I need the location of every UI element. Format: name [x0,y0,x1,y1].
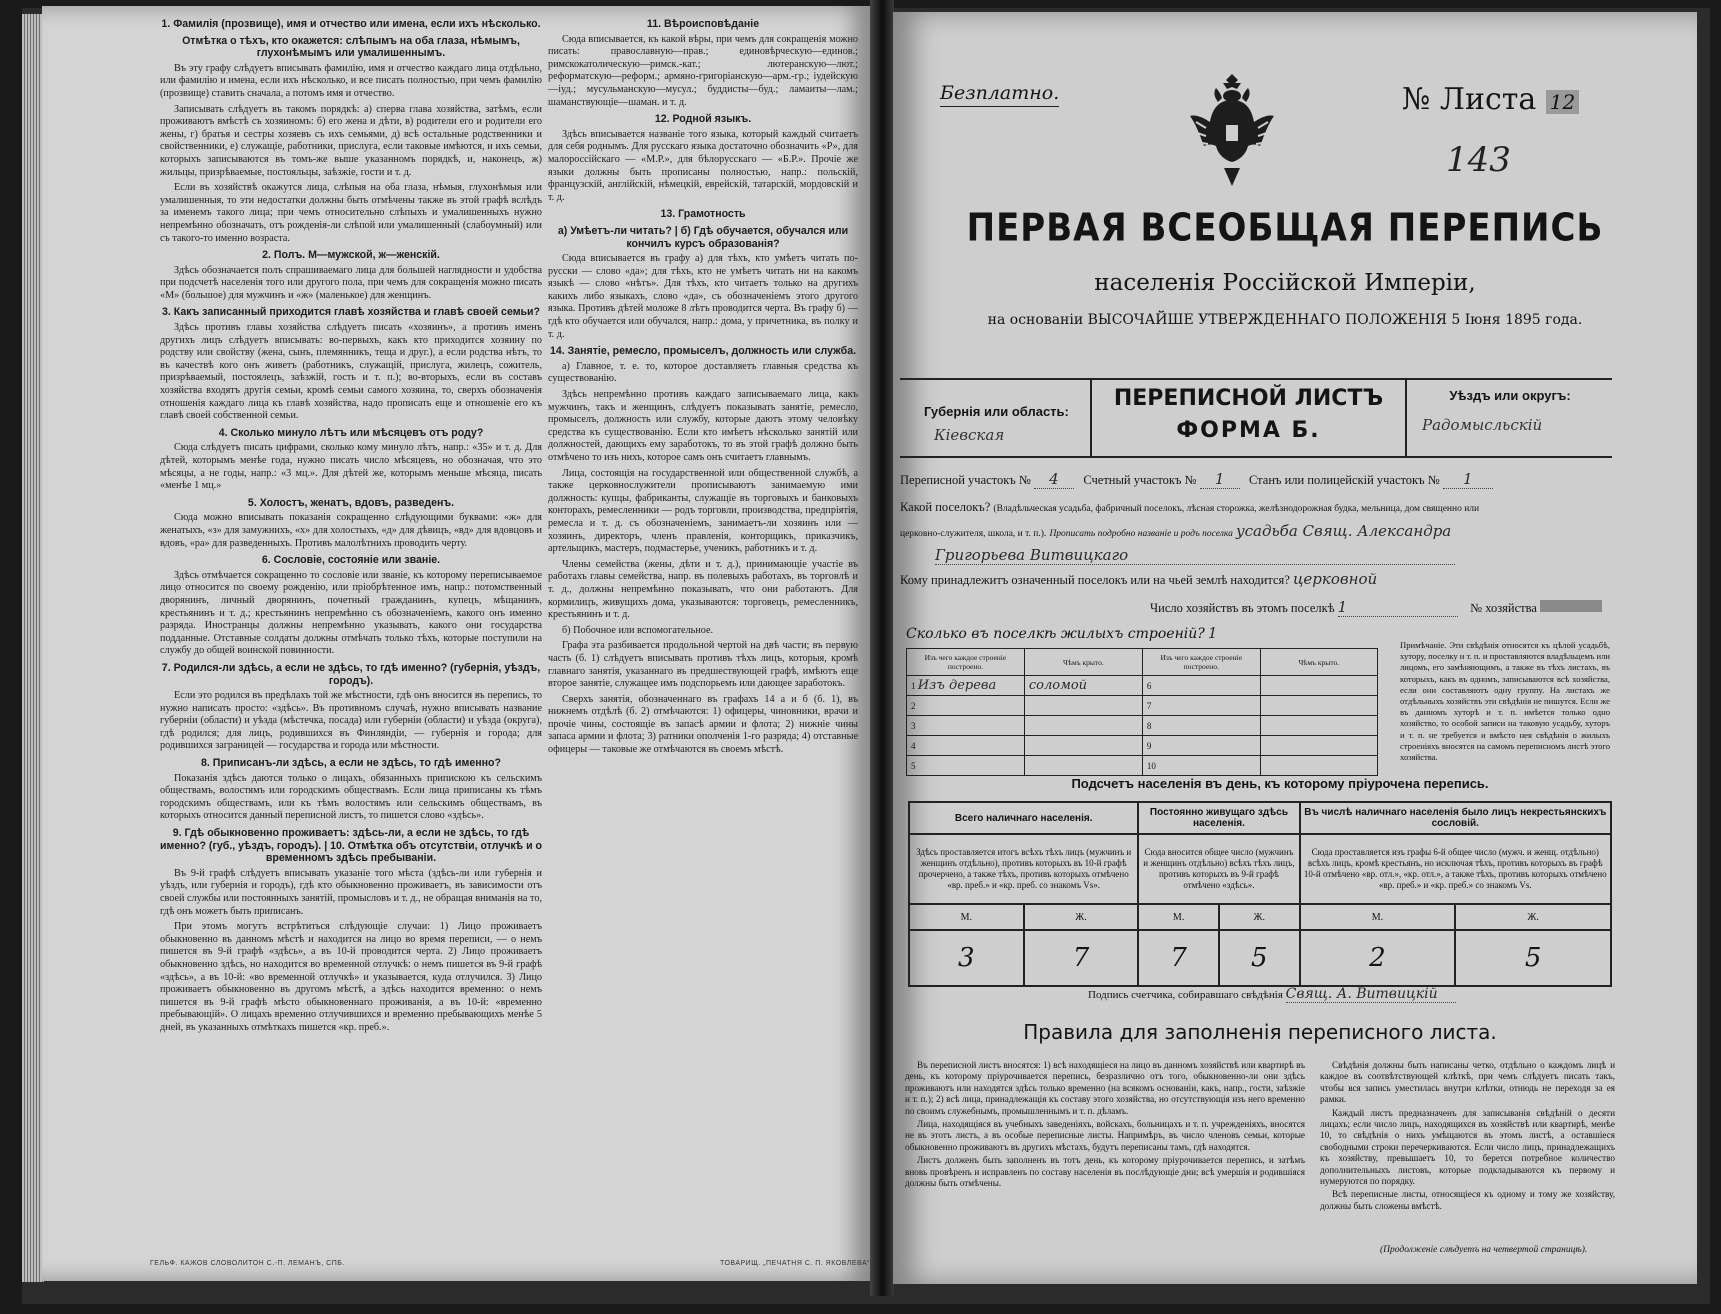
rules-paragraph: Каждый листъ предназначенъ для записыванія свѣдѣній о десяти лицахъ; если число лицъ, находящихся въ хозяйствѣ или квартирѣ, менѣе 10, то свѣдѣнія о нихъ умѣщаются въ этомъ листѣ, а оставшіеся свободными строки перечеркиваются. Если число лицъ, принадлежащихъ къ хозяйству, превышаетъ 10, то берется потребное количество дополнительныхъ листовъ, которые подкладываются къ первому и нумеруются по порядку. [1320,1107,1615,1187]
instructions-column-b [548,14,858,760]
section-heading: 11. Вѣроисповѣданіе [646,18,760,30]
paragraph: Графа эта разбивается продольной чертой на двѣ части; въ первую часть (б. 1) слѣдуетъ вписывать противъ тѣхъ лицъ, которыя, кромѣ главнаго занятія, указаннаго въ предшествующей графѣ, имѣютъ еще второе занятіе, служащее имъ подспорьемъ или дающее заработокъ. [548,640,858,690]
imperial-eagle-emblem [1188,72,1276,190]
imprint-right: ТОВАРИЩ. „ПЕЧАТНЯ С. П. ЯКОВЛЕВА“ [720,1260,870,1267]
section-heading: 12. Родной языкъ. [654,113,752,126]
paragraph: Здѣсь вписывается названіе того языка, который каждый считаетъ для себя роднымъ. Для русскаго языка достаточно обозначить «Р», для малороссійскаго — «М.Р.», для бѣлорусскаго — «Б.Р.». Прочіе же языки должны быть прописаны полностью, напр.: польскій, французскій, англійскій, нѣмецкій, еврейскій, татарскій, мордовскій и т. д. [548,128,858,203]
total-male: 3 [909,930,1024,986]
form-header-box [900,378,1612,458]
buildings-value: 1 [1207,624,1218,642]
paragraph: Сюда вписывается, къ какой вѣры, при чемъ для сокращенія можно писать: православную—прав.; единовѣрческую—единов.; римскокатолическую—римск.-кат.; лютеранскую—лют.; реформатскую—реформ.; армяно-григоріанскую—арм.-гр.; іудейскую—іуд.; мусульманскую—мусул.; буддисты—буд.; ламаиты—лам.; шаманствующіе—шаман. и т. д. [548,33,858,108]
buildings-table: Изъ чего каждое строеніе построено. Чѣмъ крыто. Изъ чего каждое строеніе построено. Чѣмъ крыто. 1 Изъ дерева соломой 6 2 7 3 8 4 9 5 10 [906,648,1378,776]
section-heading: 2. Полъ. М—мужской, ж—женскій. [262,249,440,262]
rules-paragraph: Лица, находящіяся въ учебныхъ заведеніяхъ, войскахъ, больницахъ и т. п. учрежденіяхъ, вносятся не въ этотъ листъ, а въ особые переписные листы. Напримѣръ, въ число членовъ семьи, которые обыкновенно проживаютъ въ другихъ мѣстахъ, будутъ переписаны тамъ, гдѣ находятся. [905,1119,1305,1152]
section-heading: 14. Занятіе, ремесло, промыселъ, должность или служба. [549,345,857,358]
rules-paragraph: Свѣдѣнія должны быть написаны четко, отдѣльно о каждомъ лицѣ и каждое въ соотвѣтствующей клѣткѣ, при чемъ слѣдуетъ писать такъ, чтобы вся запись уместилась внутри клѣтки, отнюдь не переходя за ея рамки. [1320,1060,1615,1105]
section-heading: 6. Сословіе, состояніе или званіе. [261,554,441,567]
paragraph: Если это родился въ предѣлахъ той же мѣстности, гдѣ онъ вносится въ перепись, то нужно написать просто: «здѣсь». Въ противномъ случаѣ, нужно вписывать название губерніи (области) и уѣзда (мѣстечка, посада) или губерніи (области) и уѣзда (округа), гдѣ родился; для лицъ, родившихся въ Финляндіи, — губернія и города; для родившихся заграницей — государства и города или мѣстности. [160,690,542,752]
sheet-number: 12 [1546,90,1579,114]
settlement-value-2: Григорьева Витвицкаго [935,546,1455,565]
rules-column-b [1320,1060,1615,1214]
total-female: 7 [1024,930,1139,986]
handwritten-page-number: 143 [1446,140,1511,180]
section-heading: 5. Холостъ, женатъ, вдовъ, разведенъ. [247,496,455,509]
section-heading: 3. Какъ записанный приходится главѣ хозяйства и главѣ своей семьи? [161,306,541,319]
paragraph: Лица, состоящія на государственной или общественной службѣ, а также церковнослужители прописываютъ занимаемую ими должность: купцы, фабриканты, служащіе въ торговыхъ и банковыхъ конторахъ, ремесленники — родъ торговли, производства, предпріятія, ремесла и т. д. съ обозначеніемъ, занимаетъ-ли хозяинъ или — хозяинъ, директоръ, членъ правленія, конторщикъ, приказчикъ, артельщикъ, мастеръ, подмастерье, ученикъ, работникъ и т. д. [548,467,858,555]
census-decree-line: на основаніи ВЫСОЧАЙШЕ УТВЕРЖДЕННАГО ПОЛОЖЕНІЯ 5 Іюня 1895 года. [987,312,1583,328]
districts-line: Переписной участокъ № 4 Счетный участокъ № 1 Станъ или полицейскій участокъ № 1 [900,470,1493,489]
paragraph: Здѣсь непремѣнно противъ каждаго записываемаго лица, какъ мужчинъ, такъ и женщинъ, слѣдуетъ показывать занятіе, ремесло, промыселъ, должность или службу, которые даютъ этому человѣку средства къ существованію. Если кто имѣетъ нѣсколько занятій или должностей, дающихъ ему заработокъ, то въ этой графѣ должно быть отмѣчено то изъ нихъ, которое самъ онъ считаетъ главнымъ. [548,389,858,463]
settlement-value-1: усадьба Свящ. Александра [1235,522,1452,540]
section-heading: 9. Гдѣ обыкновенно проживаетъ: здѣсь-ли, а если не здѣсь, то гдѣ именно? (губ., уѣздъ, городъ). | 10. Отмѣтка объ отсутствіи, отлучкѣ и о временномъ здѣсь пребываніи. [160,827,542,865]
table-row: 2 7 [907,696,1378,716]
count-area-value: 1 [1200,470,1240,489]
paragraph: Сюда слѣдуетъ писать цифрами, сколько кому минуло лѣтъ, напр.: «35» и т. д. Для дѣтей, которымъ менѣе года, нужно писать число мѣсяцевъ, но обозначая, что это мѣсяцы, а не годы, напр.: «3 мц.». Для дѣтей же, которымъ меньше мѣсяца, писать «менѣе 1 мц.» [160,442,542,492]
paragraph: Члены семейства (жены, дѣти и т. д.), принимающіе участіе въ работахъ главы семейства, напр. въ полевыхъ работахъ, въ торговлѣ и т. д., должны непремѣнно показывать, что они работаютъ. Для кормилицъ, живущихъ дома, указываются: торговецъ, ремесленникъ, крестьянинъ и т. д. [548,558,858,621]
section-heading: 13. Грамотность [660,208,746,221]
owner-line: Кому принадлежитъ означенный поселокъ или на чьей землѣ находится? церковной [900,570,1378,588]
paragraph: Здѣсь отмѣчается сокращенно то сословіе или званіе, къ которому переписываемое лицо относится по своему рожденію, или пріобрѣтенное имъ, напр.: потомственный дворянинъ, личный дворянинъ, почетный гражданинъ, купецъ, мѣщанинъ, крестьянинъ и т. д.; крестьянинъ непремѣнно съ обозначеніемъ, какого онъ именно разряда. Иностранцы должны непремѣнно указывать, какого они государства подданные. Отставные солдаты должны отмѣчать только тѣхъ, которые поступили на службу до общей воинской повинности. [160,569,542,657]
form-title: ПЕРЕПИСНОЙ ЛИСТЪ [1113,386,1384,411]
resident-male: 7 [1138,930,1219,986]
uezd-label: Уѣздъ или округъ: [1449,388,1571,403]
nonpeasant-female: 5 [1455,930,1611,986]
gubernia-label: Губернія или область: [924,404,1069,419]
form-subtitle: ФОРМА Б. [1176,418,1321,443]
sheet-label: № Листа [1402,82,1537,117]
paragraph: Записывать слѣдуетъ въ такомъ порядкѣ: а) сперва глава хозяйства, затѣмъ, если проживаютъ вмѣстѣ съ хозяиномъ: б) его жена и дѣти, в) родители его и родители его жены, г) братья и сестры хозяевъ съ ихъ семьями, д) всѣ остальные родственники и свойственники, е) служащіе, работники, прислуга, если таковые имѣются, и ихъ семьи, которыхъ записываются въ томъ-же выше указанномъ порядкѣ, и, наконецъ, ж) жильцы, призрѣваемые, постояльцы, заѣзжіе, гости и т. д. [160,103,542,178]
census-subtitle: населенія Россійской Имперіи, [1094,270,1476,296]
paragraph: При этомъ могутъ встрѣтиться слѣдующіе случаи: 1) Лицо проживаетъ обыкновенно въ данномъ мѣстѣ и находится на лицо во время переписи, — о немъ пишется въ 9-й графѣ «здѣсь», а въ 10-й проводится черта. 2) Лицо проживаетъ обыкновенно здѣсь, но находится во временной отлучкѣ: о немъ пишется въ 9-й графѣ «здѣсь», а въ 10-й: «во временной отлучкѣ» и указывается, куда отлучился. 3) Лицо проживаетъ обыкновенно въ другомъ мѣстѣ, а здѣсь находится временно: о немъ пишется въ 9-й графѣ мѣсто обыкновеннаго проживанія, а въ 10-й: «временно пребывающій». О лицахъ временно отлучившихся и временно пребывающихъ менѣе 5 дней, въ указанныхъ отмѣткахъ пишется «кр. преб.». [160,921,542,1033]
rules-title: Правила для заполненія переписного листа. [1023,1020,1497,1044]
paragraph: Здѣсь противъ главы хозяйства слѣдуетъ писать «хозяинъ», а противъ именъ другихъ лицъ слѣдуетъ вписывать: во-первыхъ, какъ кто приходится хозяину по родству или свойству (жена, сынъ, племянникъ, теща и друг.), а если родства нѣтъ, то въ качествѣ кого онъ живетъ (работникъ, служащій, прислуга, жилецъ, сожитель, призрѣваемый, постоялецъ, заѣзжій, гость и т. п.); во-вторыхъ, если въ составъ хозяйства входятъ другія семьи, кромѣ семьи самого хозяина, то, сверхъ обозначенія отношенія каждаго лица къ главѣ хозяйства, надо прописать еще и отношеніе его къ главѣ своей собственной семьи. [160,322,542,422]
paragraph: Въ 9-й графѣ слѣдуетъ вписывать указаніе того мѣста (здѣсь-ли или губернія и уѣздъ, или губернія и городъ), гдѣ кто обыкновенно проживаетъ, въ зависимости отъ своей службы или постоянныхъ занятій, промысловъ и т. д., не обращая вниманія на то, гдѣ онъ можетъ быть приписанъ. [160,867,542,917]
instructions-column-a [160,14,542,1038]
section-heading: 4. Сколько минуло лѣтъ или мѣсяцевъ отъ роду? [218,426,484,439]
paragraph: а) Главное, т. е. то, которое доставляетъ главныя средства къ существованію. [548,360,858,385]
rules-column-a [905,1060,1305,1191]
rules-paragraph: Въ переписной листъ вносятся: 1) всѣ находящіеся на лицо въ данномъ хозяйствѣ или квартирѣ въ день, къ которому пріурочивается перепись, безразлично отъ того, обыкновенно-ли они здѣсь проживаютъ или находятся здѣсь только временно (на всякомъ основаніи, какъ, напр., гости, заѣзжіе и т. п.); 2) всѣ лица, принадлежащія къ составу этого хозяйства, но отсутствующія изъ него временно по своимъ служебнымъ, промышленнымъ и т. п. дѣламъ. [905,1060,1305,1116]
paragraph: Сюда вписывается въ графу а) для тѣхъ, кто умѣетъ читать по-русски — слово «да»; для тѣхъ, кто не умѣетъ читать ни на какомъ языкѣ — слово «нѣтъ». Для тѣхъ, кто читаетъ только на другихъ какихъ либо языкахъ, слово «да», съ обозначеніемъ этого другого языка. Противъ дѣтей моложе 8 лѣтъ проводится черта. Въ графу б) — гдѣ кто обучается или обучался, напр.: дома, у причетника, въ полку и т. д. [548,253,858,340]
table-row: 5 10 [907,756,1378,776]
paragraph: Показанія здѣсь даются только о лицахъ, обязанныхъ припискою къ сельскимъ обществамъ, волостямъ или городскимъ обществамъ. Если лица приписаны къ тѣмъ городскимъ обществамъ, или къ тѣмъ волостямъ или сельскимъ обществамъ, въ которыхъ относится данный переписной листъ, то пишется слово «здѣсь». [160,772,542,822]
owner-value: церковной [1292,570,1378,588]
uezd-value: Радомысльскій [1422,416,1543,434]
households-value: 1 [1338,598,1458,617]
rules-continued: (Продолженіе слѣдуетъ на четвертой страницѣ). [1380,1245,1588,1255]
section-heading: а) Умѣетъ-ли читать? | б) Гдѣ обучается, обучался или кончилъ курсъ образованія? [557,224,849,250]
paragraph: Въ эту графу слѣдуетъ вписывать фамилію, имя и отчество каждаго лица отдѣльно, или фамилію и имена, если ихъ нѣсколько, и все писать полностью, при чемъ фамилію (прозвище) ставить сначала, а потомъ имя и отчество. [160,62,542,99]
household-no-redacted [1540,600,1602,612]
enumerator-signature: Свящ. А. Витвицкій [1286,986,1456,1003]
section-heading: Отмѣтка о тѣхъ, кто окажется: слѣпымъ на оба глаза, нѣмымъ, глухонѣмымъ или умалишеннымъ. [182,34,520,60]
section-heading: 1. Фамилія (прозвище), имя и отчество или имена, если ихъ нѣсколько. [161,18,541,30]
page-edges [22,14,44,1282]
imprint-left: ГЕЛЬФ. КАЖОВ СЛОВОЛИТОН С.-П. ЛЕМАНЪ, СПБ. [150,1260,345,1267]
buildings-line: Сколько въ поселкѣ жилыхъ строеній? 1 [906,624,1218,642]
table-row: 3 8 [907,716,1378,736]
resident-female: 5 [1219,930,1300,986]
book-gutter [870,0,894,1296]
settlement-line: Какой поселокъ? (Владѣльческая усадьба, фабричный поселокъ, лѣсная сторожка, желѣзнодорожная будка, мельница, дом священно или [900,500,1480,514]
table-row: 1 Изъ дерева соломой 6 [907,676,1378,696]
stan-value: 1 [1443,470,1493,489]
paragraph: Если въ хозяйствѣ окажутся лица, слѣпыя на оба глаза, нѣмыя, глухонѣмыя или умалишенныя, то эти недостатки должны быть отмѣчены также въ этой графѣ вслѣдъ за именемъ такого лица; при чемъ относительно слѣпыхъ и умалишенныхъ нужно непремѣнно обозначать, отъ рожденія-ли слѣпой или умалишенный (слабоумный) или съ такого-то именно возраста. [160,182,542,244]
paragraph: Сюда можно вписывать показанія сокращенно слѣдующими буквами: «ж» для женатыхъ, «з» для замужнихъ, «х» для холостыхъ, «д» для дѣвицъ, «вд» для вдовцовъ и вдовъ, «ра» для разведенныхъ. Противъ малолѣтнихъ проводить черту. [160,512,542,549]
paragraph: Сверхъ занятія, обозначеннаго въ графахъ 14 а и б (б. 1), въ нижнемъ отдѣлѣ (б. 2) отмѣчаются: 1) офицеры, чиновники, врачи и прочіе чины, состоящіе въ запасѣ армии и флота; 2) нижніе чины запаса армии и флота; 3) ратники ополченія 1-го разряда; 4) отставные офицеры — таковые же отмѣчаются въ своемъ мѣстѣ. [548,693,858,756]
nonpeasant-male: 2 [1300,930,1456,986]
rules-paragraph: Всѣ переписные листы, относящіеся къ одному и тому же хозяйству, должны быть сложены вмѣстѣ. [1320,1189,1615,1211]
gubernia-value: Кіевская [934,426,1005,444]
census-title: ПЕРВАЯ ВСЕОБЩАЯ ПЕРЕПИСЬ [966,205,1604,251]
section-heading: 7. Родился-ли здѣсь, а если не здѣсь, то гдѣ именно? (губернія, уѣздъ, городъ). [161,661,541,687]
enumerator-signature-line: Подпись счетчика, собиравшаго свѣдѣнія Свящ. А. Витвицкій [1088,986,1456,1003]
table-row: 4 9 [907,736,1378,756]
section-heading: 8. Приписанъ-ли здѣсь, а если не здѣсь, то гдѣ именно? [201,757,501,770]
settlement-line-2: церковно-служителя, школа, и т. п.). Прописать подробно названіе и родъ поселка усадьба Свящ. Александра [900,522,1452,540]
buildings-note: Примѣчаніе. Эти свѣдѣнія относятся къ цѣлой усадьбѣ, хутору, поселку и т. п. и проставляются владѣльцемъ или лицомъ, его замѣняющимъ, а также въ тѣхъ листахъ, въ которыхъ, какъ въ одномъ, записываются всѣ хозяйства, если они составляютъ одну группу. На листахъ же отдѣльныхъ хозяйствъ эти свѣдѣнія не пишутся. Если же въ данномъ хуторѣ и т. п. имѣется только одно хозяйство, то особой записи на таковую усадьбу, хуторъ и т. п. не требуется и вмѣсто нея свѣдѣнія о жилыхъ строеніяхъ вносятся на самомъ переписномъ листѣ этого хозяйства. [1400,640,1610,763]
paragraph: Здѣсь обозначается полъ спрашиваемаго лица для большей наглядности и удобства при подсчетѣ населенія того или другого пола, при чемъ для сокращенія можно писать «М» (большое) для мужчинъ и «ж» (маленькое) для женщинъ. [160,264,542,301]
paragraph: б) Побочное или вспомогательное. [562,624,714,636]
population-heading: Подсчетъ населенія въ день, къ которому пріурочена перепись. [1071,776,1489,791]
free-label: Безплатно. [940,82,1059,107]
households-line: Число хозяйствъ въ этомъ поселкѣ 1 № хозяйства [1150,598,1602,617]
sheet-number-field [1402,82,1579,117]
population-table: Всего наличнаго населенія. Постоянно живущаго здѣсь населенія. Въ числѣ наличнаго населенія было лицъ некрестьянскихъ сословій. Здѣсь проставляется итогъ всѣхъ тѣхъ лицъ (мужчинъ и женщинъ отдѣльно), противъ которыхъ въ 10-й графѣ прочерчено, а также тѣхъ, противъ которыхъ отмѣчено «вр. преб.» и «кр. преб. со знакомъ Vs». Сюда вносится общее число (мужчинъ и женщинъ отдѣльно) всѣхъ тѣхъ лицъ, противъ которыхъ въ 9-й графѣ отмѣчено «здѣсь». Сюда проставляется изъ графы 6-й общее число (мужч. и женщ. отдѣльно) всѣхъ лицъ, кромѣ крестьянъ, но исключая тѣхъ, противъ которыхъ въ графѣ 10-й отмѣчено «вр. отл.», «кр. отл.», а также тѣхъ, противъ которыхъ отмѣчено «вр. преб.» и «кр. преб.» со знакомъ Vs. М. Ж. М. Ж. М. Ж. 3 7 7 5 2 5 [908,801,1612,987]
rules-paragraph: Листъ долженъ быть заполненъ въ тотъ день, къ которому пріурочивается перепись, и затѣмъ вновь провѣренъ и исправленъ по составу населенія въ послѣдующіе дни; всѣ умершія и родившіяся должны быть отмѣчены. [905,1155,1305,1189]
settlement-line-3 [935,546,1455,565]
census-area-value: 4 [1034,470,1074,489]
